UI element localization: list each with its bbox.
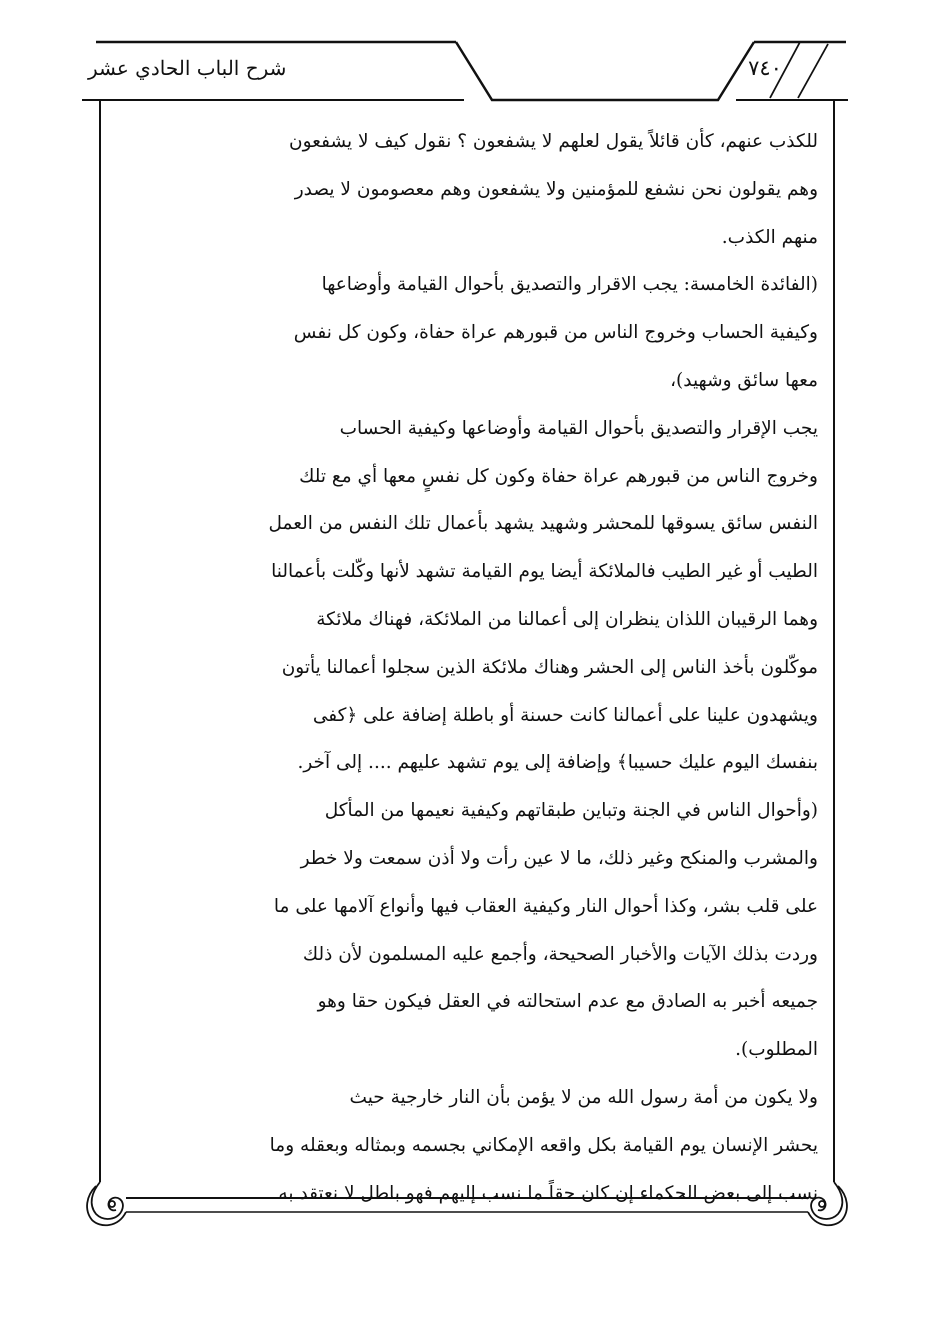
text-line: (وأحوال الناس في الجنة وتباين طبقاتهم وكيفية نعيمها من المأكل <box>324 800 818 822</box>
text-line: وردت بذلك الآيات والأخبار الصحيحة، وأجمع عليه المسلمون لأن ذلك <box>302 943 818 965</box>
text-line: (الفائدة الخامسة: يجب الاقرار والتصديق بأحوال القيامة وأوضاعها <box>321 274 818 296</box>
text-line: بنفسك اليوم عليك حسيبا﴾ وإضافة إلى يوم تشهد عليهم .... إلى آخر. <box>297 752 818 774</box>
text-line: يجب الإقرار والتصديق بأحوال القيامة وأوضاعها وكيفية الحساب <box>339 417 818 439</box>
text-line: للكذب عنهم، كأن قائلاً يقول لعلهم لا يشفعون ؟ نقول كيف لا يشفعون <box>289 131 818 152</box>
text-line: الطيب أو غير الطيب فالملائكة أيضا يوم القيامة تشهد لأنها وكّلت بأعمالنا <box>271 561 818 583</box>
text-line: نسب إلى بعض الحكماء إن كان حقاً ما نسب إليهم فهو باطل لا نعتقد به <box>278 1182 818 1204</box>
text-line: وخروج الناس من قبورهم عراة حفاة وكون كل نفسٍ معها أي مع تلك <box>299 465 818 487</box>
text-line: على قلب بشر، وكذا أحوال النار وكيفية العقاب فيها وأنواع آلامها على ما <box>273 895 818 917</box>
text-line: النفس سائق يسوقها للمحشر وشهيد يشهد بأعمال تلك النفس من العمل <box>268 513 818 535</box>
body-text <box>116 118 818 1217</box>
running-header-title: شرح الباب الحادي عشر <box>88 56 287 80</box>
text-line: معها سائق وشهيد)، <box>670 369 818 391</box>
text-line: جميعه أخبر به الصادق مع عدم استحالته في العقل فيكون حقا وهو <box>317 991 818 1013</box>
text-line: موكّلون بأخذ الناس إلى الحشر وهناك ملائكة الذين سجلوا أعمالنا يأتون <box>281 656 818 678</box>
text-line: وهم يقولون نحن نشفع للمؤمنين ولا يشفعون وهم معصومون لا يصدر <box>294 178 818 200</box>
page-number: ٧٤٠ <box>748 56 782 80</box>
text-line: ويشهدون علينا على أعمالنا كانت حسنة أو باطلة إضافة على ﴿كفى <box>312 704 818 726</box>
text-line: والمشرب والمنكح وغير ذلك، ما لا عين رأت ولا أذن سمعت ولا خطر <box>300 847 818 869</box>
text-line: المطلوب). <box>735 1039 818 1061</box>
text-line: وكيفية الحساب وخروج الناس من قبورهم عراة حفاة، وكون كل نفس <box>293 322 818 344</box>
text-line: ولا يكون من أمة رسول الله من لا يؤمن بأن النار خارجية حيث <box>349 1086 818 1108</box>
text-line: يحشر الإنسان يوم القيامة بكل واقعه الإمكاني بجسمه وبمثاله وبعقله وما <box>269 1134 818 1156</box>
text-line: وهما الرقيبان اللذان ينظران إلى أعمالنا من الملائكة، فهناك ملائكة <box>316 608 818 630</box>
text-line: منهم الكذب. <box>721 226 818 248</box>
